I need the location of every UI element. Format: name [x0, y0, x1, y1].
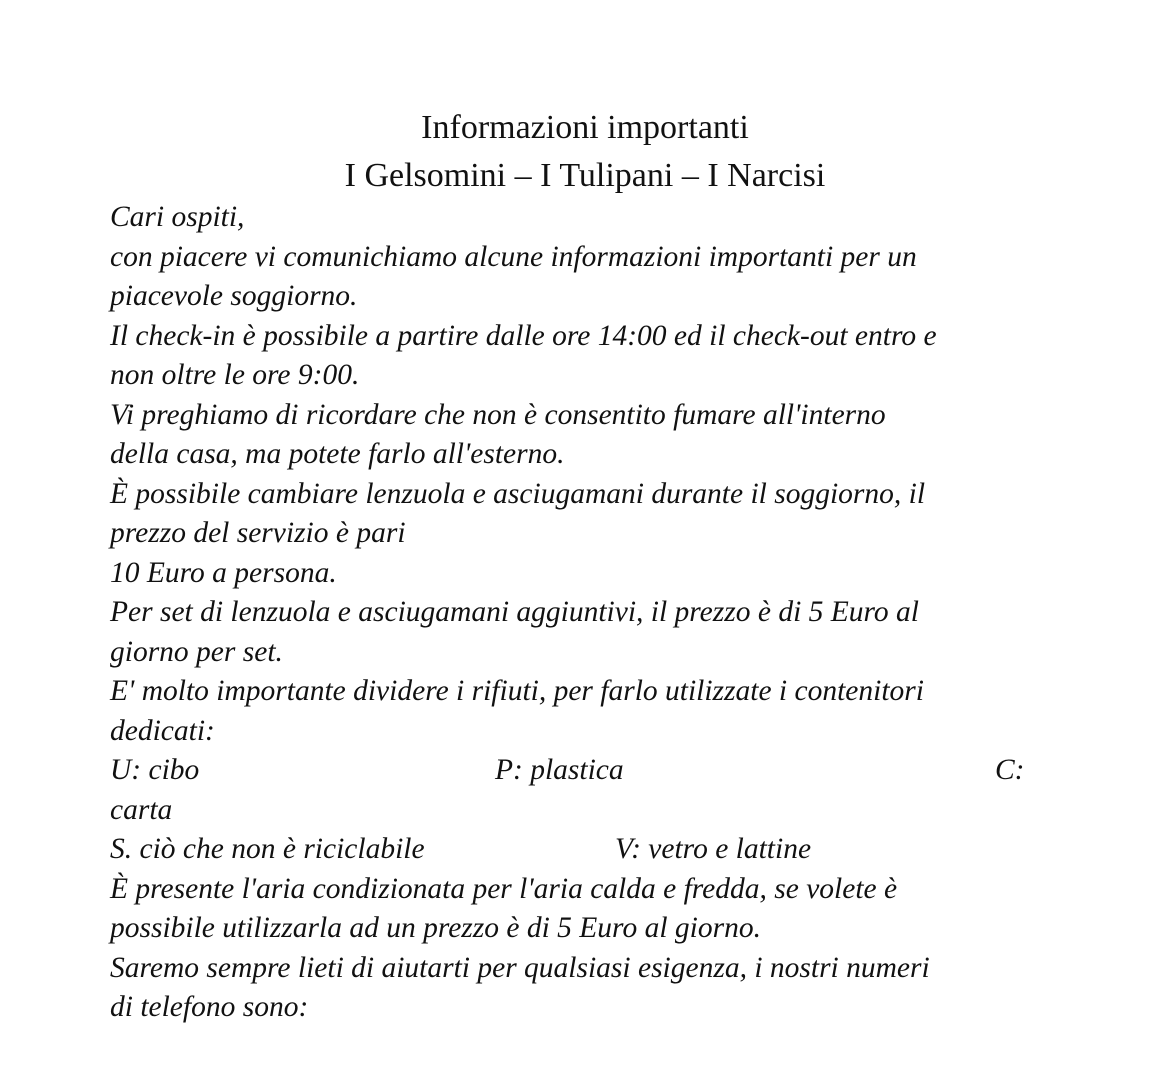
checkin-line: Il check-in è possibile a partire dalle ore 14:00 ed il check-out entro e [110, 319, 937, 352]
extra-set-line: Per set di lenzuola e asciugamani aggiuntivi, il prezzo è di 5 Euro al [110, 596, 919, 628]
waste-u: U: cibo [110, 754, 200, 786]
waste-line: dedicati: [110, 714, 215, 747]
waste-p: P: plastica [495, 754, 624, 786]
extra-set-line: giorno per set. [110, 635, 283, 668]
aircon-line: È presente l'aria condizionata per l'aria calda e fredda, se volete è [110, 872, 898, 905]
waste-s: S. ciò che non è riciclabile [110, 833, 425, 865]
waste-line: E' molto importante dividere i rifiuti, per farlo utilizzate i contenitori [110, 675, 924, 707]
body-text [110, 198, 1060, 1028]
paragraph-line: piacevole soggiorno. [110, 280, 358, 312]
title-block [0, 104, 1170, 200]
contact-line: di telefono sono: [110, 991, 309, 1023]
waste-c-cont: carta [110, 793, 173, 826]
greeting-line: Cari ospiti, [110, 201, 245, 233]
linen-price-line: 10 Euro a persona. [110, 556, 337, 589]
waste-row-1 [110, 751, 1060, 791]
smoking-line: Vi preghiamo di ricordare che non è consentito fumare all'interno [110, 398, 886, 431]
smoking-line: della casa, ma potete farlo all'esterno. [110, 438, 565, 470]
contact-line: Saremo sempre lieti di aiutarti per qualsiasi esigenza, i nostri numeri [110, 951, 930, 984]
aircon-line: possibile utilizzarla ad un prezzo è di 5 Euro al giorno. [110, 912, 761, 944]
linen-line: prezzo del servizio è pari [110, 517, 406, 549]
linen-line: È possibile cambiare lenzuola e asciugamani durante il soggiorno, il [110, 477, 926, 510]
waste-row-2 [110, 830, 1060, 870]
checkout-line: non oltre le ore 9:00. [110, 359, 360, 391]
paragraph-line: con piacere vi comunichiamo alcune informazioni importanti per un [110, 240, 917, 273]
document-subtitle: I Gelsomini – I Tulipani – I Narcisi [344, 157, 826, 194]
waste-v: V: vetro e lattine [615, 833, 812, 865]
document-title: Informazioni importanti [421, 109, 749, 146]
waste-c: C: [995, 754, 1025, 786]
